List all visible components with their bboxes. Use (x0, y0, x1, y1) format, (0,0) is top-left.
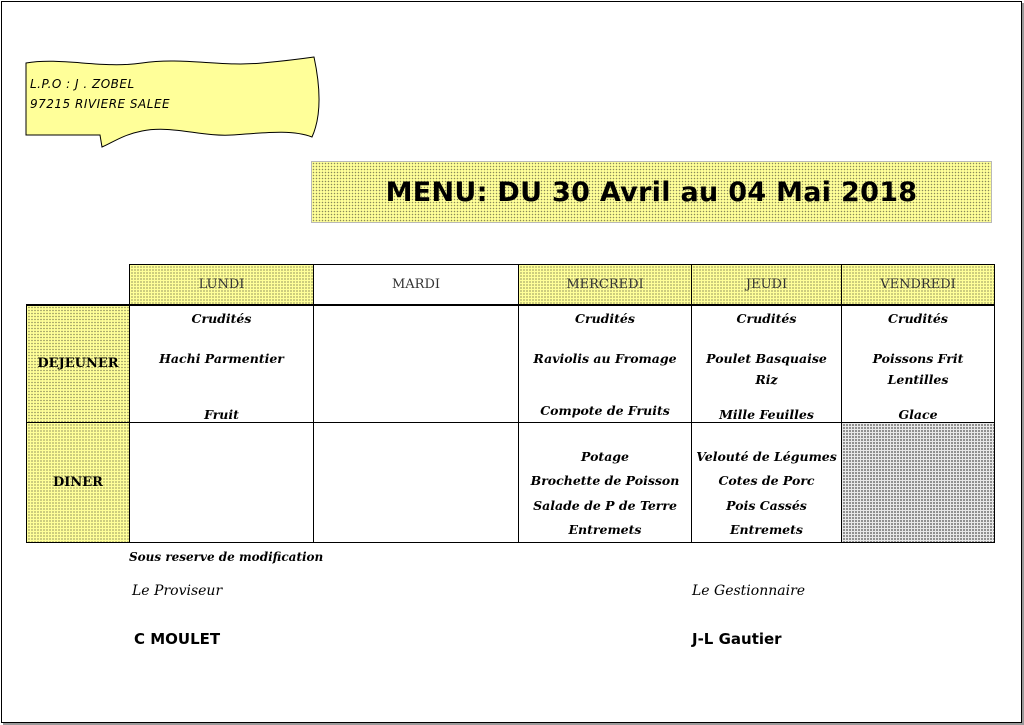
table-corner (27, 265, 130, 305)
menu-item: Fruit (204, 406, 239, 422)
day-header-mardi: MARDI (314, 265, 519, 305)
menu-item: Salade de P de Terre (533, 498, 677, 513)
day-header-vendredi: VENDREDI (842, 265, 995, 305)
dejeuner-vendredi (842, 305, 995, 423)
gestionnaire-role: Le Gestionnaire (692, 583, 806, 599)
menu-item: Riz (755, 371, 778, 387)
menu-item: Poissons Frit (872, 350, 964, 366)
menu-table (26, 264, 995, 543)
menu-item: Raviolis au Fromage (533, 350, 677, 366)
day-header-lundi: LUNDI (130, 265, 314, 305)
menu-item: Crudités (575, 310, 635, 326)
menu-item: Poulet Basquaise (706, 350, 827, 366)
school-name: L.P.O : J . ZOBEL (30, 77, 135, 91)
meal-label-diner: DINER (27, 423, 130, 543)
diner-mardi (314, 423, 519, 543)
dejeuner-jeudi (692, 305, 842, 423)
menu-item: Potage (581, 449, 629, 464)
proviseur-name: C MOULET (134, 630, 221, 648)
modification-note: Sous reserve de modification (129, 550, 324, 564)
menu-item: Entremets (568, 522, 642, 537)
diner-vendredi-closed (842, 423, 995, 543)
meal-label-dejeuner: DEJEUNER (27, 305, 130, 423)
menu-item: Compote de Fruits (540, 402, 670, 418)
gestionnaire-name: J-L Gautier (692, 630, 782, 648)
page (1, 1, 1022, 723)
menu-item: Crudités (191, 310, 252, 326)
menu-title-box (311, 161, 992, 223)
menu-item: Pois Cassés (726, 498, 807, 513)
day-header-mercredi: MERCREDI (519, 265, 692, 305)
diner-mercredi (519, 423, 692, 543)
dejeuner-mercredi (519, 305, 692, 423)
menu-item: Velouté de Légumes (696, 449, 837, 464)
menu-item: Glace (898, 406, 938, 422)
school-address: 97215 RIVIERE SALEE (30, 97, 171, 111)
menu-item: Lentilles (887, 371, 949, 387)
menu-item: Crudités (736, 310, 797, 326)
menu-item: Crudités (888, 310, 948, 326)
menu-item: Brochette de Poisson (530, 473, 680, 488)
diner-lundi (130, 423, 314, 543)
menu-item: Mille Feuilles (719, 406, 814, 422)
diner-jeudi (692, 423, 842, 543)
dejeuner-mardi (314, 305, 519, 423)
menu-item: Entremets (730, 522, 803, 537)
dejeuner-lundi (130, 305, 314, 423)
menu-item: Hachi Parmentier (159, 350, 284, 366)
day-header-jeudi: JEUDI (692, 265, 842, 305)
proviseur-role: Le Proviseur (132, 583, 223, 599)
menu-item: Cotes de Porc (718, 473, 815, 488)
menu-title: MENU: DU 30 Avril au 04 Mai 2018 (385, 176, 918, 208)
